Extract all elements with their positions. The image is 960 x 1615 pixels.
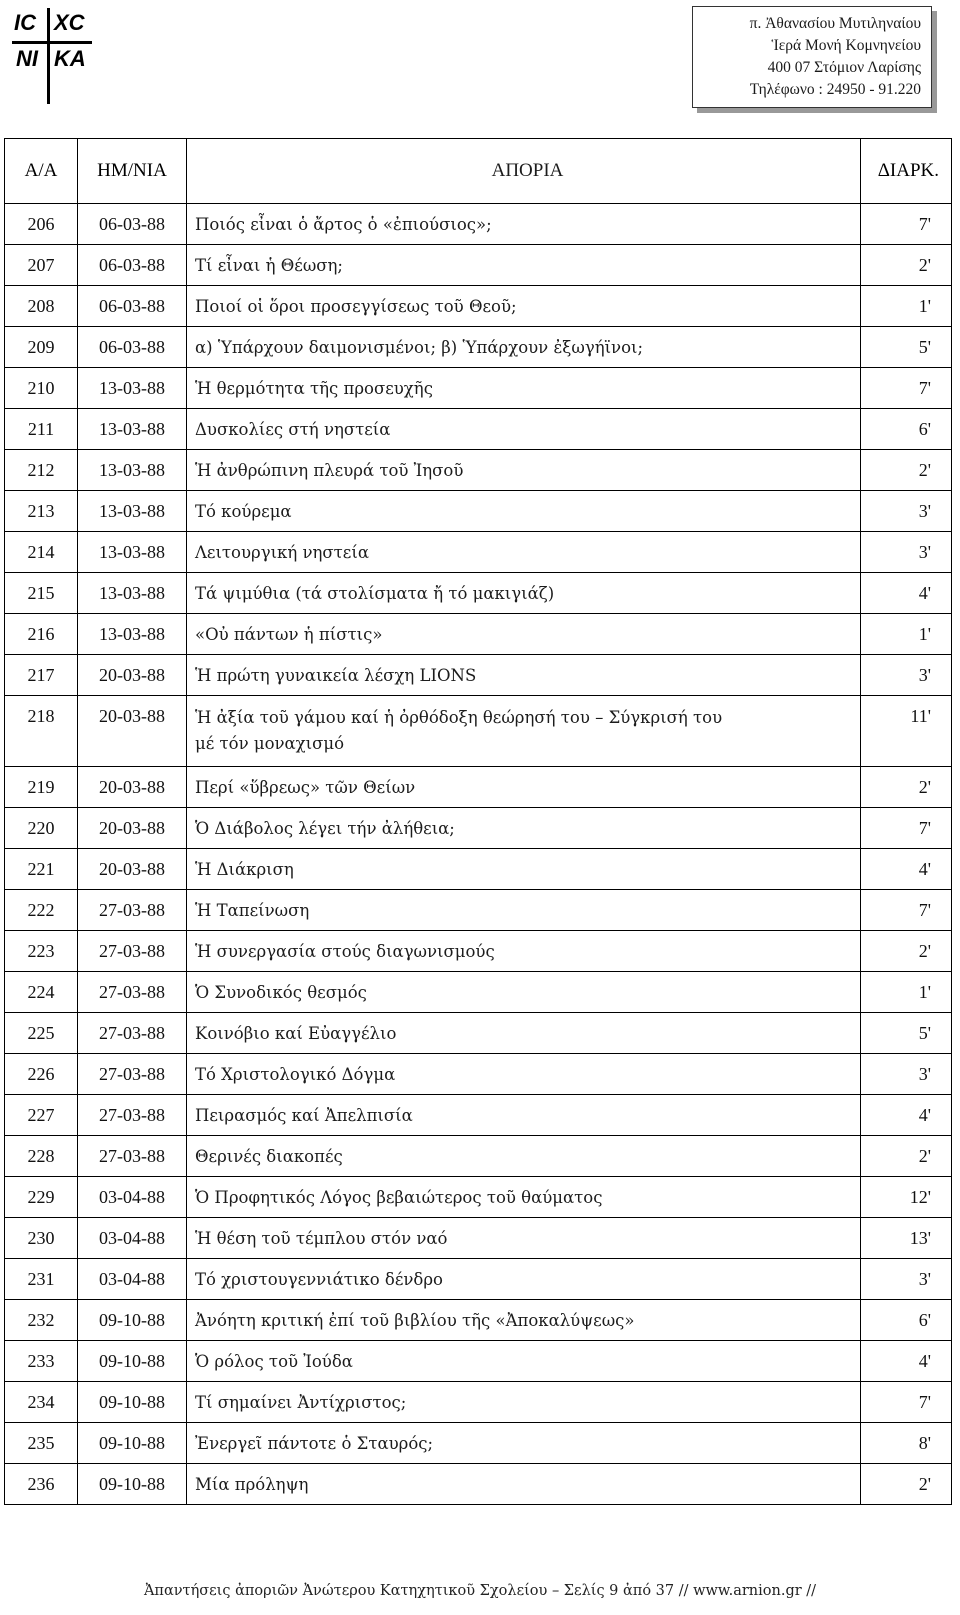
cell-aa: 226 (5, 1054, 78, 1095)
header-date: ΗΜ/ΝΙΑ (78, 139, 187, 204)
cell-date: 13-03-88 (78, 491, 187, 532)
table-row (5, 1300, 952, 1341)
cell-date: 03-04-88 (78, 1218, 187, 1259)
table-row (5, 1423, 952, 1464)
table-row (5, 491, 952, 532)
cell-date: 27-03-88 (78, 1136, 187, 1177)
cell-date: 13-03-88 (78, 532, 187, 573)
cell-question: Τό Χριστολογικό Δόγμα (187, 1054, 861, 1095)
cell-date: 27-03-88 (78, 1095, 187, 1136)
table-row (5, 849, 952, 890)
cell-date: 20-03-88 (78, 849, 187, 890)
cell-duration: 4' (861, 573, 952, 614)
cell-question: Τί σημαίνει Ἀντίχριστος; (187, 1382, 861, 1423)
table-row (5, 1177, 952, 1218)
address-box (692, 6, 932, 108)
cell-question: Ἡ θερμότητα τῆς προσευχῆς (187, 368, 861, 409)
table-row (5, 327, 952, 368)
cell-question-line: Ἡ ἀξία τοῦ γάμου καί ἡ ὀρθόδοξη θεώρησή του – Σύγκρισή του (195, 708, 723, 727)
table-row (5, 409, 952, 450)
cell-question (187, 696, 861, 767)
cell-date: 27-03-88 (78, 890, 187, 931)
cell-date: 27-03-88 (78, 1013, 187, 1054)
cell-aa: 209 (5, 327, 78, 368)
cell-date: 13-03-88 (78, 614, 187, 655)
cell-duration: 4' (861, 849, 952, 890)
cell-duration: 3' (861, 491, 952, 532)
cell-question-line: μέ τόν μοναχισμό (195, 734, 345, 753)
table-row (5, 972, 952, 1013)
cell-question: Ὁ ρόλος τοῦ Ἰούδα (187, 1341, 861, 1382)
cell-question: Ἡ συνεργασία στούς διαγωνισμούς (187, 931, 861, 972)
table-row (5, 767, 952, 808)
cell-aa: 233 (5, 1341, 78, 1382)
cell-duration: 2' (861, 767, 952, 808)
table-body (5, 204, 952, 1505)
table-row (5, 1095, 952, 1136)
cell-aa: 213 (5, 491, 78, 532)
cell-question: Ἡ Ταπείνωση (187, 890, 861, 931)
cell-aa: 211 (5, 409, 78, 450)
cell-question: Λειτουργική νηστεία (187, 532, 861, 573)
table-row (5, 573, 952, 614)
cell-aa: 236 (5, 1464, 78, 1505)
cell-duration: 6' (861, 1300, 952, 1341)
cell-question: Τό χριστουγεννιάτικο δένδρο (187, 1259, 861, 1300)
cell-date: 09-10-88 (78, 1341, 187, 1382)
cell-date: 06-03-88 (78, 286, 187, 327)
cell-question: Ἡ θέση τοῦ τέμπλου στόν ναό (187, 1218, 861, 1259)
cell-question: Ἡ πρώτη γυναικεία λέσχη LIONS (187, 655, 861, 696)
cell-aa: 216 (5, 614, 78, 655)
cell-date: 13-03-88 (78, 409, 187, 450)
cell-date: 06-03-88 (78, 327, 187, 368)
logo-text-ka: KA (54, 46, 86, 71)
table-row (5, 808, 952, 849)
cell-date: 09-10-88 (78, 1382, 187, 1423)
cell-aa: 212 (5, 450, 78, 491)
cell-date: 20-03-88 (78, 767, 187, 808)
cell-duration: 6' (861, 409, 952, 450)
cell-duration: 4' (861, 1341, 952, 1382)
cell-duration: 7' (861, 1382, 952, 1423)
cell-aa: 227 (5, 1095, 78, 1136)
cell-question: α) Ὑπάρχουν δαιμονισμένοι; β) Ὑπάρχουν ἐξωγήϊνοι; (187, 327, 861, 368)
table-row (5, 1341, 952, 1382)
monastery-logo (10, 4, 100, 104)
cell-aa: 224 (5, 972, 78, 1013)
cell-duration: 3' (861, 655, 952, 696)
cell-question: Μία πρόληψη (187, 1464, 861, 1505)
cell-duration: 7' (861, 204, 952, 245)
table-row (5, 890, 952, 931)
cell-question: Κοινόβιο καί Εὐαγγέλιο (187, 1013, 861, 1054)
cell-duration: 2' (861, 450, 952, 491)
cell-date: 27-03-88 (78, 931, 187, 972)
cell-question: Περί «ὕβρεως» τῶν Θείων (187, 767, 861, 808)
cell-date: 20-03-88 (78, 696, 187, 767)
cell-question: Δυσκολίες στή νηστεία (187, 409, 861, 450)
cell-question: Ἐνεργεῖ πάντοτε ὁ Σταυρός; (187, 1423, 861, 1464)
logo-cross-vertical (47, 8, 50, 104)
table-row (5, 1013, 952, 1054)
cell-question: Πειρασμός καί Ἀπελπισία (187, 1095, 861, 1136)
table-row (5, 1218, 952, 1259)
address-line: 400 07 Στόμιον Λαρίσης (767, 59, 921, 76)
cell-date: 06-03-88 (78, 204, 187, 245)
header-aa: Α/Α (5, 139, 78, 204)
cell-duration: 2' (861, 245, 952, 286)
cell-question: Τί εἶναι ἡ Θέωση; (187, 245, 861, 286)
table-row (5, 1136, 952, 1177)
cell-aa: 235 (5, 1423, 78, 1464)
logo-text-ni: NI (16, 46, 38, 71)
cell-date: 06-03-88 (78, 245, 187, 286)
cell-duration: 7' (861, 808, 952, 849)
cell-aa: 210 (5, 368, 78, 409)
cell-aa: 218 (5, 696, 78, 767)
cell-duration: 12' (861, 1177, 952, 1218)
cell-duration: 1' (861, 614, 952, 655)
cell-aa: 230 (5, 1218, 78, 1259)
cell-date: 13-03-88 (78, 368, 187, 409)
cell-question: Ποιός εἶναι ὁ ἄρτος ὁ «ἐπιούσιος»; (187, 204, 861, 245)
logo-text-ic: IC (14, 10, 36, 35)
cell-duration: 4' (861, 1095, 952, 1136)
cell-question: Ὁ Διάβολος λέγει τήν ἀλήθεια; (187, 808, 861, 849)
cell-question: Ὁ Συνοδικός θεσμός (187, 972, 861, 1013)
cell-duration: 5' (861, 327, 952, 368)
cell-duration: 13' (861, 1218, 952, 1259)
cell-duration: 3' (861, 1259, 952, 1300)
table-row (5, 931, 952, 972)
cell-duration: 8' (861, 1423, 952, 1464)
cell-question: Ὁ Προφητικός Λόγος βεβαιώτερος τοῦ θαύματος (187, 1177, 861, 1218)
table-row (5, 368, 952, 409)
table-row (5, 245, 952, 286)
table-row (5, 655, 952, 696)
header-duration: ΔΙΑΡΚ. (861, 139, 952, 204)
header-question: ΑΠΟΡΙΑ (187, 139, 861, 204)
cell-aa: 220 (5, 808, 78, 849)
cell-date: 13-03-88 (78, 450, 187, 491)
cell-duration: 2' (861, 1464, 952, 1505)
address-line: Ἱερά Μονή Κομνηνείου (771, 37, 921, 54)
table-row (5, 1464, 952, 1505)
cell-duration: 1' (861, 286, 952, 327)
cell-aa: 234 (5, 1382, 78, 1423)
logo-text-xc: XC (54, 10, 85, 35)
questions-table (4, 138, 952, 1505)
cell-date: 13-03-88 (78, 573, 187, 614)
cell-duration: 2' (861, 1136, 952, 1177)
cell-aa: 206 (5, 204, 78, 245)
cell-aa: 221 (5, 849, 78, 890)
cell-duration: 7' (861, 368, 952, 409)
cell-date: 27-03-88 (78, 1054, 187, 1095)
cell-date: 20-03-88 (78, 655, 187, 696)
address-line: Τηλέφωνο : 24950 - 91.220 (749, 81, 921, 98)
cell-duration: 7' (861, 890, 952, 931)
table-row (5, 1054, 952, 1095)
cell-question: «Οὐ πάντων ἡ πίστις» (187, 614, 861, 655)
cell-date: 20-03-88 (78, 808, 187, 849)
logo-cross-horizontal (12, 41, 92, 44)
cell-duration: 1' (861, 972, 952, 1013)
table-row (5, 1382, 952, 1423)
table-row (5, 1259, 952, 1300)
cell-aa: 228 (5, 1136, 78, 1177)
address-line: π. Ἀθανασίου Μυτιληναίου (749, 15, 921, 32)
cell-duration: 2' (861, 931, 952, 972)
table-row (5, 696, 952, 767)
cell-duration: 3' (861, 532, 952, 573)
cell-date: 09-10-88 (78, 1300, 187, 1341)
cell-duration: 11' (861, 696, 952, 767)
cell-aa: 222 (5, 890, 78, 931)
cell-date: 09-10-88 (78, 1423, 187, 1464)
cell-date: 27-03-88 (78, 972, 187, 1013)
cell-date: 03-04-88 (78, 1259, 187, 1300)
table-row (5, 532, 952, 573)
cell-question: Ἀνόητη κριτική ἐπί τοῦ βιβλίου τῆς «Ἀποκαλύψεως» (187, 1300, 861, 1341)
cell-aa: 225 (5, 1013, 78, 1054)
cell-aa: 215 (5, 573, 78, 614)
cell-aa: 232 (5, 1300, 78, 1341)
cell-duration: 3' (861, 1054, 952, 1095)
cell-aa: 231 (5, 1259, 78, 1300)
cell-aa: 229 (5, 1177, 78, 1218)
cell-aa: 208 (5, 286, 78, 327)
cell-aa: 207 (5, 245, 78, 286)
cell-question: Τά ψιμύθια (τά στολίσματα ἤ τό μακιγιάζ) (187, 573, 861, 614)
cell-question: Ἡ Διάκριση (187, 849, 861, 890)
cell-aa: 223 (5, 931, 78, 972)
cell-date: 03-04-88 (78, 1177, 187, 1218)
cell-question: Ποιοί οἱ ὅροι προσεγγίσεως τοῦ Θεοῦ; (187, 286, 861, 327)
cell-aa: 219 (5, 767, 78, 808)
cell-question: Θερινές διακοπές (187, 1136, 861, 1177)
table-header-row (5, 139, 952, 204)
cell-aa: 217 (5, 655, 78, 696)
table-row (5, 204, 952, 245)
table-row (5, 286, 952, 327)
page-footer: Ἀπαντήσεις ἀποριῶν Ἀνώτερου Κατηχητικοῦ Σχολείου – Σελίς 9 ἀπό 37 // www.arnion.gr // (143, 1583, 817, 1599)
table-row (5, 614, 952, 655)
cell-question: Ἡ ἀνθρώπινη πλευρά τοῦ Ἰησοῦ (187, 450, 861, 491)
cell-duration: 5' (861, 1013, 952, 1054)
cell-aa: 214 (5, 532, 78, 573)
cell-question: Τό κούρεμα (187, 491, 861, 532)
table-row (5, 450, 952, 491)
cell-date: 09-10-88 (78, 1464, 187, 1505)
